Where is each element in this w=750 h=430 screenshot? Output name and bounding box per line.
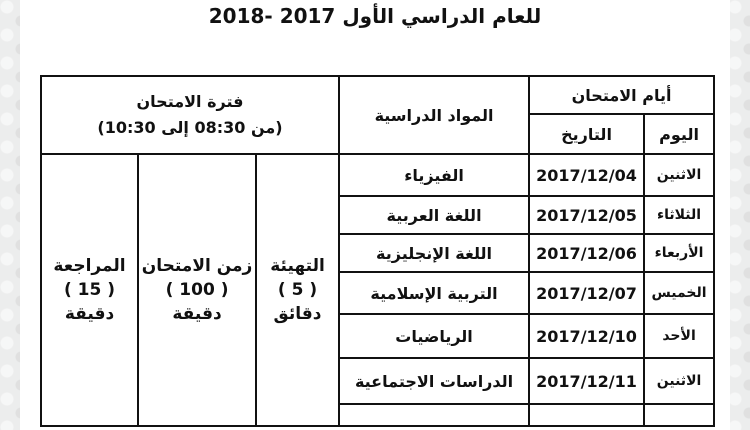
subject-cell-empty <box>339 404 529 426</box>
subject-cell: التربية الإسلامية <box>339 272 529 314</box>
prep-value: ( 5 ) <box>277 280 318 300</box>
day-cell: الاثنين <box>644 358 714 404</box>
header-row-1 <box>41 76 714 114</box>
subject-cell: الدراسات الاجتماعية <box>339 358 529 404</box>
subjects-header: المواد الدراسية <box>339 76 529 154</box>
exam-duration-unit: دقيقة <box>172 304 222 324</box>
subject-cell: اللغة الإنجليزية <box>339 234 529 272</box>
review-unit: دقيقة <box>64 304 115 324</box>
prep-unit: دقائق <box>273 304 322 324</box>
subject-cell: الرياضيات <box>339 314 529 358</box>
date-cell: 2017/12/06 <box>529 234 644 272</box>
date-header: التاريخ <box>529 114 644 154</box>
exam-days-header: أيام الامتحان <box>529 76 714 114</box>
review-cell <box>41 154 138 426</box>
exam-schedule-table <box>40 75 715 427</box>
day-header: اليوم <box>644 114 714 154</box>
subject-cell: اللغة العربية <box>339 196 529 234</box>
date-cell: 2017/12/07 <box>529 272 644 314</box>
day-cell: الثلاثاء <box>644 196 714 234</box>
prep-cell <box>256 154 339 426</box>
table-row <box>41 154 714 196</box>
review-value: ( 15 ) <box>63 280 116 300</box>
period-label: فترة الامتحان <box>136 92 244 111</box>
exam-duration-value: ( 100 ) <box>165 280 229 300</box>
date-cell: 2017/12/11 <box>529 358 644 404</box>
date-cell-empty <box>529 404 644 426</box>
date-cell: 2017/12/05 <box>529 196 644 234</box>
prep-label: التهيئة <box>270 256 325 276</box>
date-cell: 2017/12/10 <box>529 314 644 358</box>
date-cell: 2017/12/04 <box>529 154 644 196</box>
day-cell-empty <box>644 404 714 426</box>
day-cell: الأربعاء <box>644 234 714 272</box>
page-title: للعام الدراسي الأول 2017 -2018 <box>208 4 542 28</box>
period-time: (من 08:30 إلى 10:30) <box>97 118 283 137</box>
period-header <box>41 76 339 154</box>
day-cell: الأحد <box>644 314 714 358</box>
exam-duration-cell <box>138 154 256 426</box>
day-cell: الاثنين <box>644 154 714 196</box>
subject-cell: الفيزياء <box>339 154 529 196</box>
review-label: المراجعة <box>53 256 126 276</box>
exam-duration-label: زمن الامتحان <box>141 256 253 276</box>
day-cell: الخميس <box>644 272 714 314</box>
